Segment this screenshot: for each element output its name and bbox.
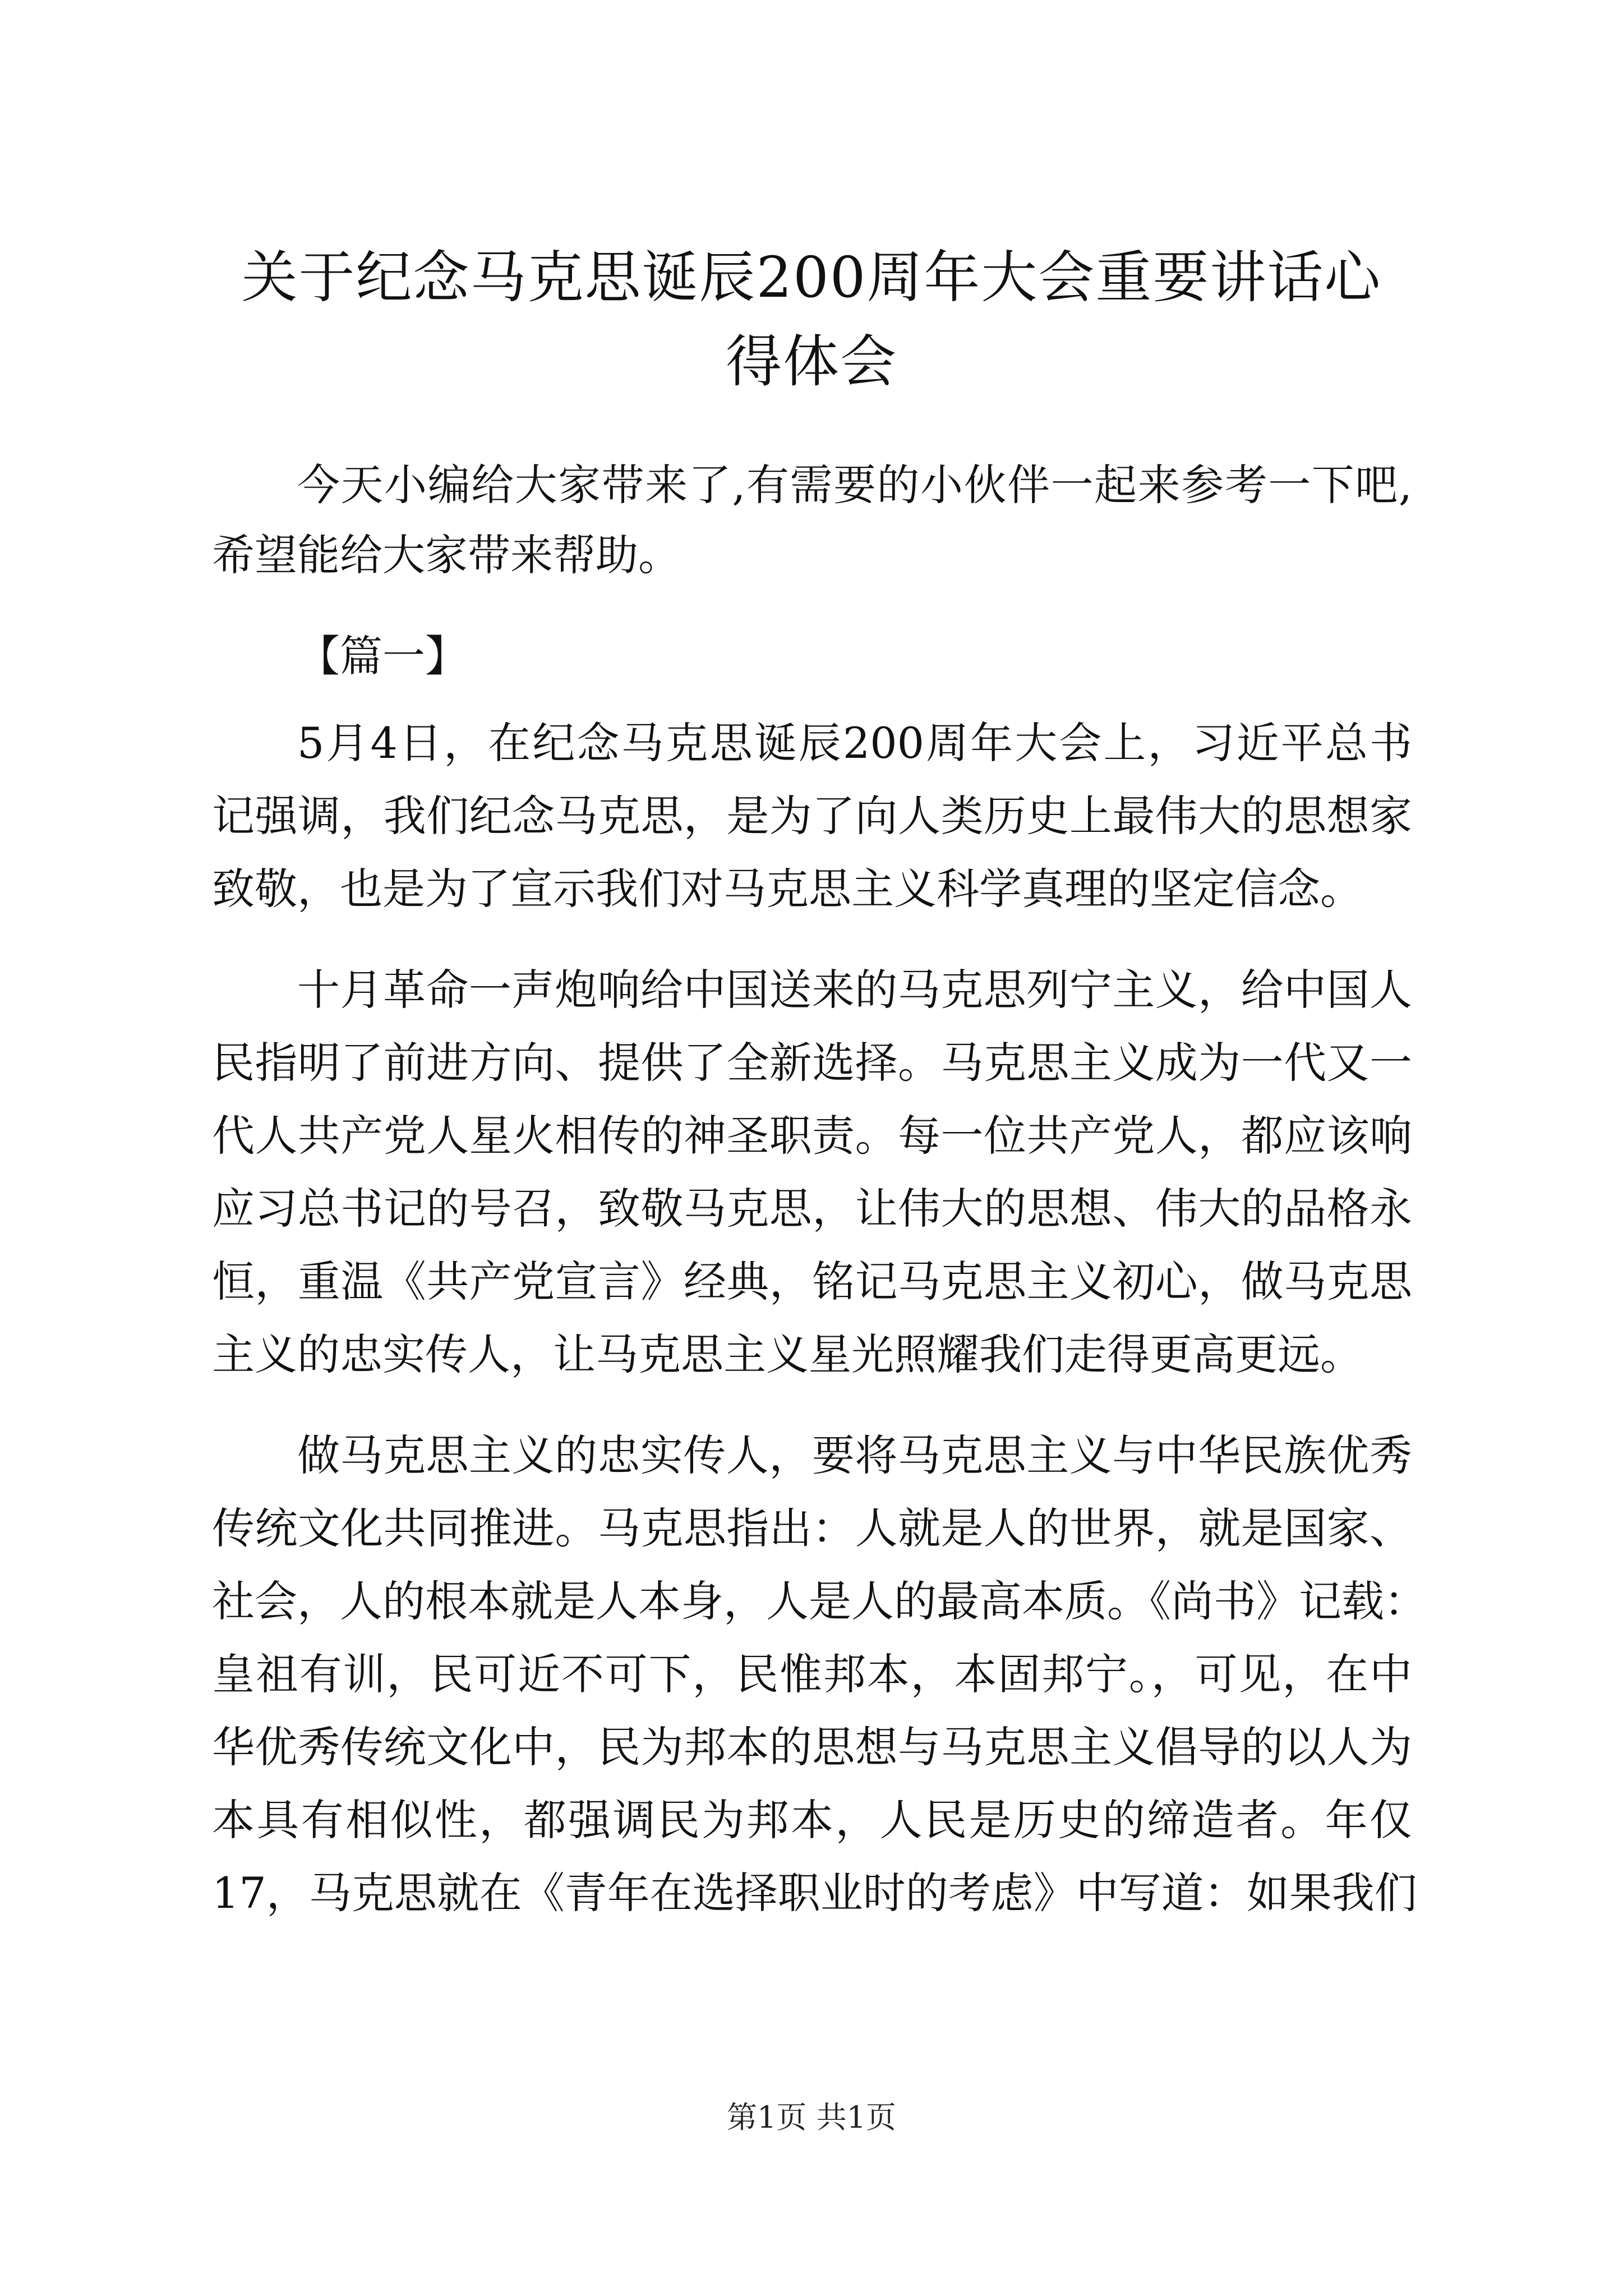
- page-number-footer: 第1页 共1页: [727, 2100, 896, 2135]
- body-line: 致敬，也是为了宣示我们对马克思主义科学真理的坚定信念。: [212, 864, 1363, 914]
- section-heading: 【篇一】: [297, 631, 468, 681]
- body-line: 希望能给大家带来帮助。: [212, 530, 681, 580]
- body-line: 本具有相似性，都强调民为邦本，人民是历史的缔造者。年仅: [212, 1795, 1412, 1845]
- body-line: 十月革命一声炮响给中国送来的马克思列宁主义，给中国人: [297, 965, 1412, 1015]
- body-line: 主义的忠实传人，让马克思主义星光照耀我们走得更高更远。: [212, 1329, 1363, 1379]
- body-line: 应习总书记的号召，致敬马克思，让伟大的思想、伟大的品格永: [212, 1184, 1412, 1234]
- body-line: 皇祖有训，民可近不可下，民惟邦本，本固邦宁。，可见，在中: [212, 1649, 1412, 1699]
- body-line: 华优秀传统文化中，民为邦本的思想与马克思主义倡导的以人为: [212, 1722, 1412, 1772]
- document-title-line-1: 关于纪念马克思诞辰200周年大会重要讲话心: [241, 245, 1382, 310]
- body-line: 代人共产党人星火相传的神圣职责。每一位共产党人，都应该响: [212, 1111, 1412, 1161]
- body-line: 今天小编给大家带来了,有需要的小伙伴一起来参考一下吧,: [297, 460, 1412, 510]
- body-line: 5月4日，在纪念马克思诞辰200周年大会上，习近平总书: [297, 718, 1412, 768]
- body-line: 做马克思主义的忠实传人，要将马克思主义与中华民族优秀: [297, 1430, 1412, 1480]
- body-line: 传统文化共同推进。马克思指出：人就是人的世界，就是国家、: [212, 1503, 1412, 1553]
- body-line: 民指明了前进方向、提供了全新选择。马克思主义成为一代又一: [212, 1038, 1412, 1088]
- body-line: 17，马克思就在《青年在选择职业时的考虑》中写道：如果我们: [212, 1868, 1417, 1918]
- body-line: 社会，人的根本就是人本身，人是人的最高本质。《尚书》记载：: [212, 1576, 1427, 1626]
- body-line: 记强调，我们纪念马克思，是为了向人类历史上最伟大的思想家: [212, 791, 1412, 841]
- body-line: 恒，重温《共产党宣言》经典，铭记马克思主义初心，做马克思: [212, 1257, 1412, 1306]
- document-title-line-2: 得体会: [726, 329, 897, 394]
